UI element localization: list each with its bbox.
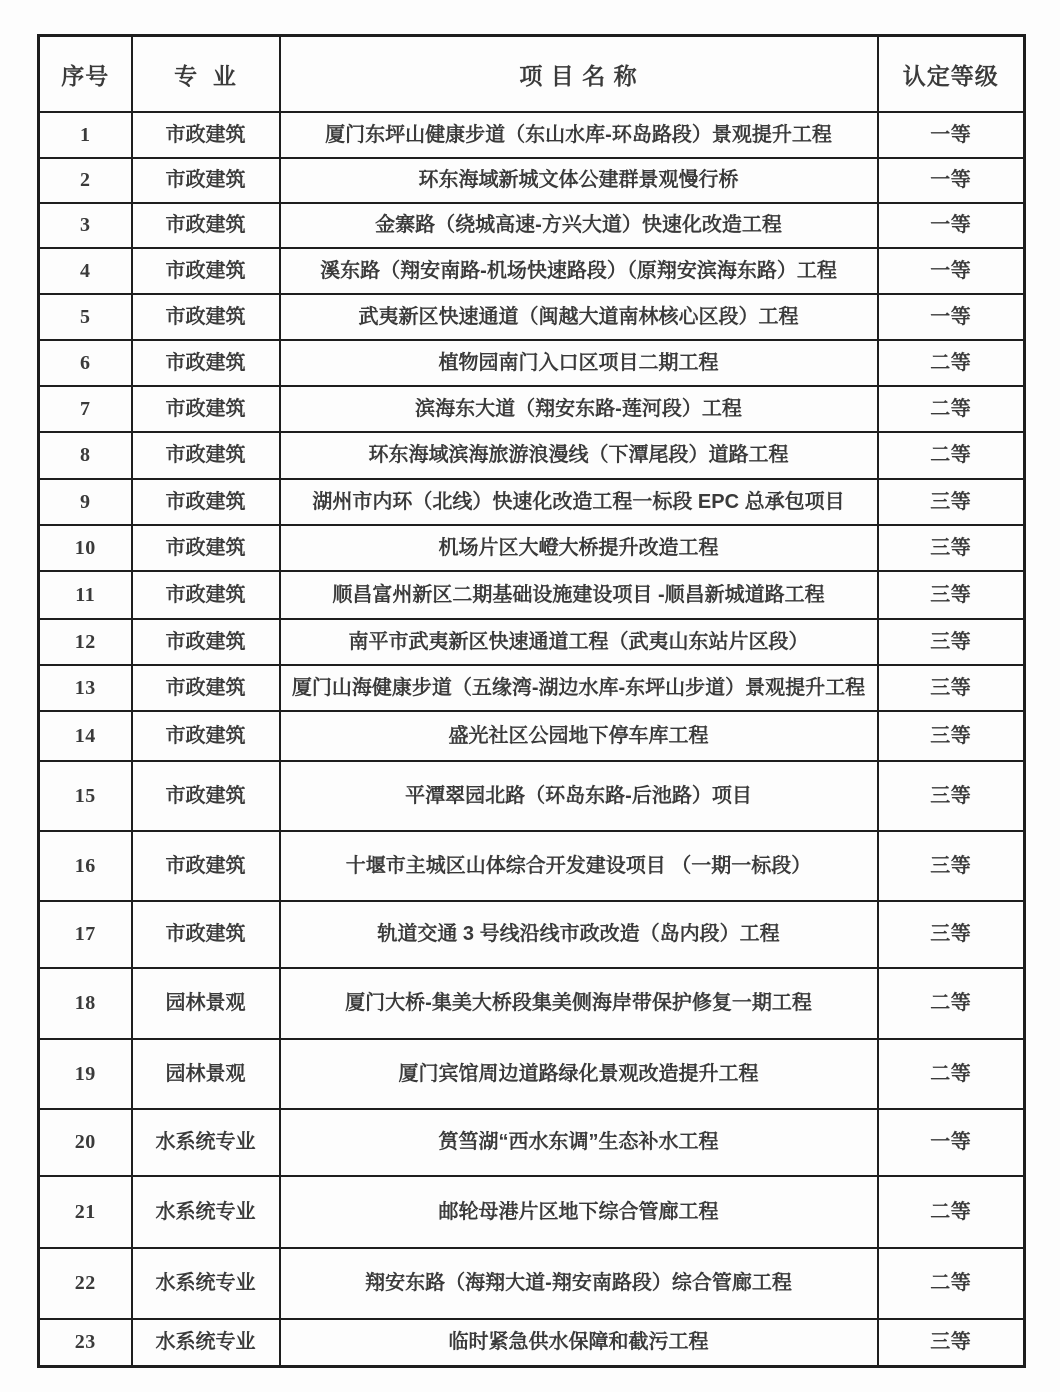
- specialty-cell: 市政建筑: [132, 711, 280, 761]
- grade-cell: 三等: [878, 1319, 1025, 1366]
- project-name-cell: 滨海东大道（翔安东路-莲河段）工程: [280, 386, 878, 432]
- table-row: [39, 432, 1025, 479]
- grade-cell: 一等: [878, 248, 1025, 294]
- serial-number-cell: 12: [39, 619, 132, 665]
- grade-cell: 三等: [878, 571, 1025, 619]
- grade-cell: 三等: [878, 831, 1025, 901]
- project-name-cell: 邮轮母港片区地下综合管廊工程: [280, 1176, 878, 1248]
- specialty-cell: 水系统专业: [132, 1176, 280, 1248]
- serial-number-cell: 5: [39, 294, 132, 340]
- table-row: [39, 525, 1025, 571]
- header-project-name: 项 目 名 称: [280, 36, 878, 113]
- specialty-cell: 市政建筑: [132, 386, 280, 432]
- header-serial-number: 序号: [39, 36, 132, 113]
- project-name-cell: 十堰市主城区山体综合开发建设项目 （一期一标段）: [280, 831, 878, 901]
- grade-cell: 二等: [878, 386, 1025, 432]
- serial-number-cell: 3: [39, 203, 132, 248]
- serial-number-cell: 1: [39, 112, 132, 158]
- serial-number-cell: 17: [39, 901, 132, 968]
- project-name-cell: 轨道交通 3 号线沿线市政改造（岛内段）工程: [280, 901, 878, 968]
- table-row: [39, 248, 1025, 294]
- project-name-cell: 环东海域新城文体公建群景观慢行桥: [280, 158, 878, 203]
- specialty-cell: 市政建筑: [132, 248, 280, 294]
- grade-cell: 三等: [878, 619, 1025, 665]
- specialty-cell: 市政建筑: [132, 571, 280, 619]
- serial-number-cell: 19: [39, 1039, 132, 1109]
- grade-cell: 一等: [878, 158, 1025, 203]
- header-specialty: 专 业: [132, 36, 280, 113]
- serial-number-cell: 11: [39, 571, 132, 619]
- table-row: [39, 711, 1025, 761]
- serial-number-cell: 14: [39, 711, 132, 761]
- project-name-cell: 环东海域滨海旅游浪漫线（下潭尾段）道路工程: [280, 432, 878, 479]
- specialty-cell: 市政建筑: [132, 340, 280, 386]
- table-body: [39, 112, 1025, 1366]
- table-row: [39, 294, 1025, 340]
- serial-number-cell: 23: [39, 1319, 132, 1366]
- grade-cell: 三等: [878, 525, 1025, 571]
- grade-cell: 二等: [878, 432, 1025, 479]
- table-row: [39, 1248, 1025, 1319]
- serial-number-cell: 21: [39, 1176, 132, 1248]
- serial-number-cell: 20: [39, 1109, 132, 1176]
- serial-number-cell: 10: [39, 525, 132, 571]
- project-name-cell: 植物园南门入口区项目二期工程: [280, 340, 878, 386]
- specialty-cell: 园林景观: [132, 968, 280, 1039]
- serial-number-cell: 7: [39, 386, 132, 432]
- serial-number-cell: 8: [39, 432, 132, 479]
- project-name-cell: 盛光社区公园地下停车库工程: [280, 711, 878, 761]
- grade-cell: 二等: [878, 1039, 1025, 1109]
- project-name-cell: 厦门大桥-集美大桥段集美侧海岸带保护修复一期工程: [280, 968, 878, 1039]
- table-row: [39, 340, 1025, 386]
- specialty-cell: 市政建筑: [132, 294, 280, 340]
- table-row: [39, 665, 1025, 711]
- project-name-cell: 湖州市内环（北线）快速化改造工程一标段 EPC 总承包项目: [280, 479, 878, 525]
- grade-cell: 三等: [878, 901, 1025, 968]
- specialty-cell: 市政建筑: [132, 901, 280, 968]
- grade-cell: 一等: [878, 203, 1025, 248]
- header-grade: 认定等级: [878, 36, 1025, 113]
- project-name-cell: 临时紧急供水保障和截污工程: [280, 1319, 878, 1366]
- project-name-cell: 翔安东路（海翔大道-翔安南路段）综合管廊工程: [280, 1248, 878, 1319]
- table-row: [39, 479, 1025, 525]
- grade-cell: 二等: [878, 968, 1025, 1039]
- table-row: [39, 968, 1025, 1039]
- project-name-cell: 武夷新区快速通道（闽越大道南林核心区段）工程: [280, 294, 878, 340]
- table-row: [39, 1319, 1025, 1366]
- serial-number-cell: 22: [39, 1248, 132, 1319]
- table-row: [39, 1039, 1025, 1109]
- specialty-cell: 市政建筑: [132, 479, 280, 525]
- specialty-cell: 市政建筑: [132, 665, 280, 711]
- serial-number-cell: 9: [39, 479, 132, 525]
- table-row: [39, 158, 1025, 203]
- project-name-cell: 厦门山海健康步道（五缘湾-湖边水库-东坪山步道）景观提升工程: [280, 665, 878, 711]
- grade-cell: 一等: [878, 1109, 1025, 1176]
- project-name-cell: 机场片区大嶝大桥提升改造工程: [280, 525, 878, 571]
- table-row: [39, 112, 1025, 158]
- specialty-cell: 园林景观: [132, 1039, 280, 1109]
- project-name-cell: 筼筜湖“西水东调”生态补水工程: [280, 1109, 878, 1176]
- specialty-cell: 水系统专业: [132, 1248, 280, 1319]
- project-name-cell: 平潭翠园北路（环岛东路-后池路）项目: [280, 761, 878, 831]
- specialty-cell: 市政建筑: [132, 432, 280, 479]
- serial-number-cell: 15: [39, 761, 132, 831]
- table-row: [39, 571, 1025, 619]
- serial-number-cell: 2: [39, 158, 132, 203]
- table-row: [39, 901, 1025, 968]
- grade-cell: 三等: [878, 711, 1025, 761]
- specialty-cell: 市政建筑: [132, 158, 280, 203]
- specialty-cell: 市政建筑: [132, 619, 280, 665]
- serial-number-cell: 18: [39, 968, 132, 1039]
- project-name-cell: 溪东路（翔安南路-机场快速路段）（原翔安滨海东路）工程: [280, 248, 878, 294]
- project-name-cell: 厦门宾馆周边道路绿化景观改造提升工程: [280, 1039, 878, 1109]
- table-row: [39, 619, 1025, 665]
- grade-cell: 二等: [878, 1176, 1025, 1248]
- project-name-cell: 顺昌富州新区二期基础设施建设项目 -顺昌新城道路工程: [280, 571, 878, 619]
- table-row: [39, 761, 1025, 831]
- serial-number-cell: 6: [39, 340, 132, 386]
- specialty-cell: 市政建筑: [132, 525, 280, 571]
- project-name-cell: 南平市武夷新区快速通道工程（武夷山东站片区段）: [280, 619, 878, 665]
- grade-cell: 一等: [878, 294, 1025, 340]
- project-name-cell: 金寨路（绕城高速-方兴大道）快速化改造工程: [280, 203, 878, 248]
- projects-grade-table: [37, 34, 1026, 1368]
- project-name-cell: 厦门东坪山健康步道（东山水库-环岛路段）景观提升工程: [280, 112, 878, 158]
- grade-cell: 二等: [878, 340, 1025, 386]
- grade-cell: 一等: [878, 112, 1025, 158]
- table-row: [39, 386, 1025, 432]
- specialty-cell: 市政建筑: [132, 761, 280, 831]
- specialty-cell: 水系统专业: [132, 1319, 280, 1366]
- table-header-row: [39, 36, 1025, 113]
- grade-cell: 三等: [878, 665, 1025, 711]
- table-row: [39, 1176, 1025, 1248]
- table-row: [39, 831, 1025, 901]
- specialty-cell: 市政建筑: [132, 203, 280, 248]
- serial-number-cell: 16: [39, 831, 132, 901]
- serial-number-cell: 13: [39, 665, 132, 711]
- specialty-cell: 水系统专业: [132, 1109, 280, 1176]
- specialty-cell: 市政建筑: [132, 831, 280, 901]
- serial-number-cell: 4: [39, 248, 132, 294]
- table-row: [39, 203, 1025, 248]
- grade-cell: 三等: [878, 761, 1025, 831]
- table-row: [39, 1109, 1025, 1176]
- grade-cell: 二等: [878, 1248, 1025, 1319]
- specialty-cell: 市政建筑: [132, 112, 280, 158]
- grade-cell: 三等: [878, 479, 1025, 525]
